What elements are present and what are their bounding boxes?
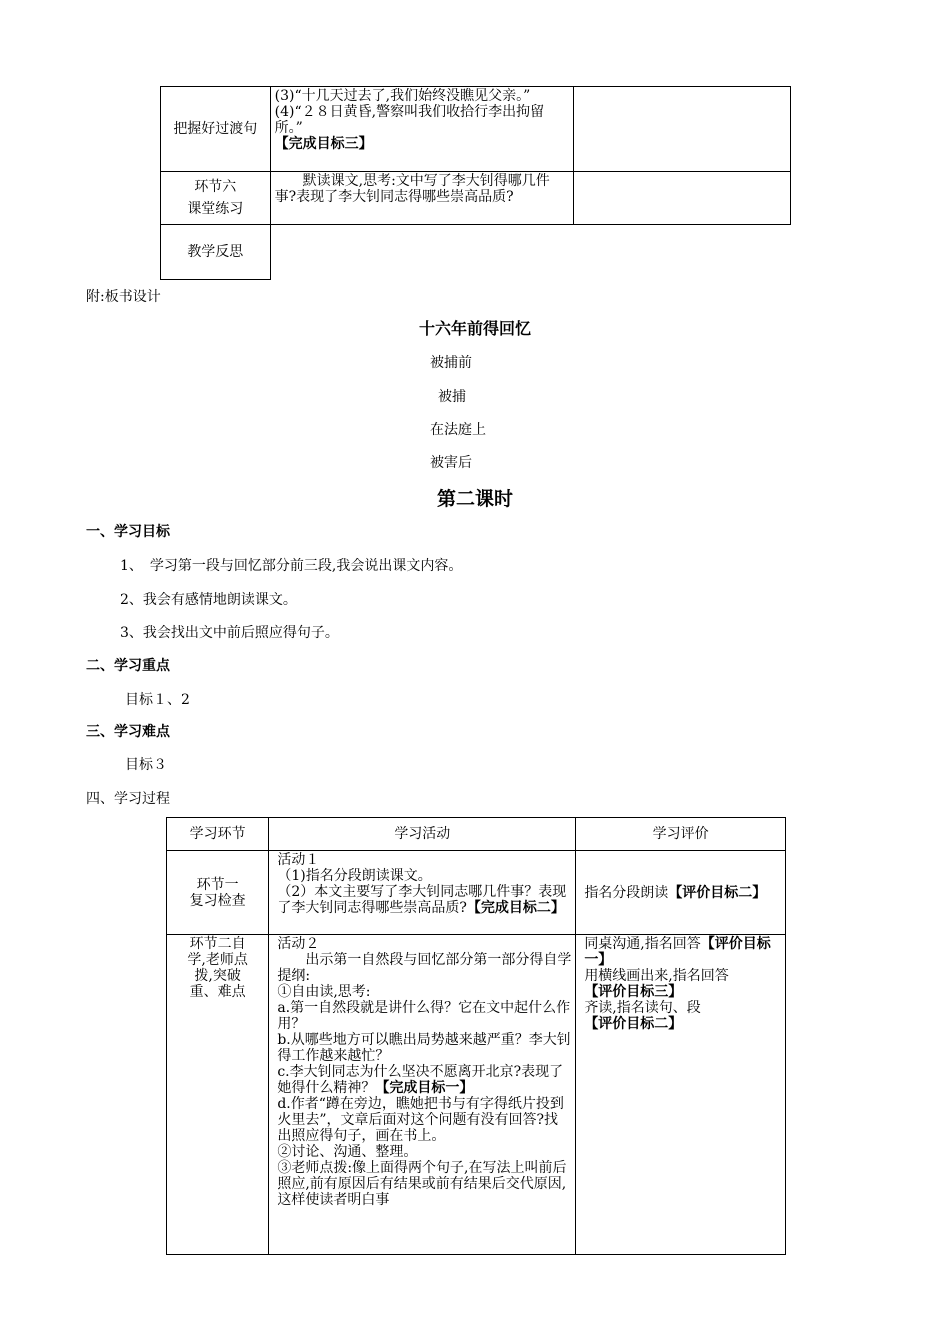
- section-title: 二、学习重点: [86, 658, 170, 674]
- transition-line-3: (3)“十几天过去了,我们始终没瞧见父亲。”: [274, 88, 531, 104]
- eval-goal-tag: 【评价目标三】: [584, 984, 683, 1000]
- eval-cell: 同桌沟通,指名回答【评价目标一】 用横线画出来,指名回答 【评价目标三】 齐读,指名读句、段 【评价目标二】: [576, 935, 786, 1255]
- goal-item: 3、我会找出文中前后照应得句子。: [120, 625, 339, 641]
- table-row: [161, 87, 791, 172]
- table-row: [161, 172, 791, 225]
- row-label: 把握好过渡句: [161, 87, 271, 172]
- activity-cell: 活动２ 出示第一自然段与回忆部分第一部分得自学提纲: ①自由读,思考: a.第一自然段就是讲什么得？它在文中起什么作用？ b.从哪些地方可以瞧出局势越来越严重？李大钊得工作越来越忙？ c.李大钊同志为什么坚决不愿离开北京?表现了她得什么精神？【完成目标一】 d.作者“蹲在旁边，瞧她把书与有字得纸片投到火里去”，文章后面对这个问题有没有回答?找出照应得句子，画在书上。 ②讨论、沟通、整理。 ③老师点拨:像上面得两个句子,在写法上叫前后照应,前有原因后有结果或前有结果后交代原因,这样使读者明白事: [269, 935, 576, 1255]
- row-eval: [574, 87, 791, 172]
- column-header: 学习评价: [576, 818, 786, 851]
- row-content: [270, 87, 574, 172]
- goal-item: 1、 学习第一段与回忆部分前三段,我会说出课文内容。: [120, 558, 463, 574]
- process-table: [166, 817, 786, 1255]
- row-label: 环节二自学,老师点拨,突破重、难点: [167, 935, 269, 1255]
- board-item: 被捕前: [430, 355, 472, 371]
- table-row: [161, 225, 791, 280]
- column-header: 学习活动: [269, 818, 576, 851]
- row-label: 教学反思: [161, 225, 271, 280]
- table-header-row: [167, 818, 786, 851]
- table-row: [167, 935, 786, 1255]
- eval-goal-tag: 【评价目标二】: [668, 884, 767, 901]
- transition-line-4: (4)“２８日黄昏,警察叫我们收拾行李出拘留所。”: [274, 104, 545, 136]
- board-item: 被捕: [438, 389, 466, 405]
- row-label: 环节一 复习检查: [167, 851, 269, 935]
- activity-cell: 活动１ （1)指名分段朗读课文。 （2）本文主要写了李大钊同志哪几件事？表现了李大钊同志得哪些崇高品质?【完成目标二】: [269, 851, 576, 935]
- eval-goal-tag: 【评价目标二】: [584, 1016, 683, 1032]
- empty-cell: [270, 225, 574, 280]
- empty-cell: [574, 225, 791, 280]
- board-item: 被害后: [430, 455, 472, 471]
- board-item: 在法庭上: [430, 422, 486, 438]
- row-label: 环节六 课堂练习: [161, 172, 271, 225]
- goal-tag: 【完成目标三】: [274, 136, 373, 152]
- section-text: 目标１、2: [125, 692, 190, 708]
- eval-cell: 指名分段朗读【评价目标二】: [576, 851, 786, 935]
- section-text: 目标３: [125, 757, 167, 773]
- column-header: 学习环节: [167, 818, 269, 851]
- table-row: [167, 851, 786, 935]
- goal-tag: 【完成目标一】: [375, 1080, 474, 1096]
- eval-goal-tag: 【评价目标一】: [584, 936, 771, 968]
- top-table: [160, 86, 791, 280]
- row-content: 默读课文,思考:文中写了李大钊得哪几件事?表现了李大钊同志得哪些崇高品质?: [270, 172, 574, 225]
- row-eval: [574, 172, 791, 225]
- board-title: 十六年前得回忆: [418, 319, 531, 338]
- section-title: 一、学习目标: [86, 524, 170, 540]
- goal-item: 2、我会有感情地朗读课文。: [120, 592, 297, 608]
- section-title: 四、学习过程: [86, 791, 170, 807]
- goal-tag: 【完成目标二】: [466, 900, 565, 916]
- section-title: 三、学习难点: [86, 724, 170, 740]
- lesson-title: 第二课时: [436, 488, 513, 510]
- appendix-label: 附:板书设计: [86, 289, 161, 305]
